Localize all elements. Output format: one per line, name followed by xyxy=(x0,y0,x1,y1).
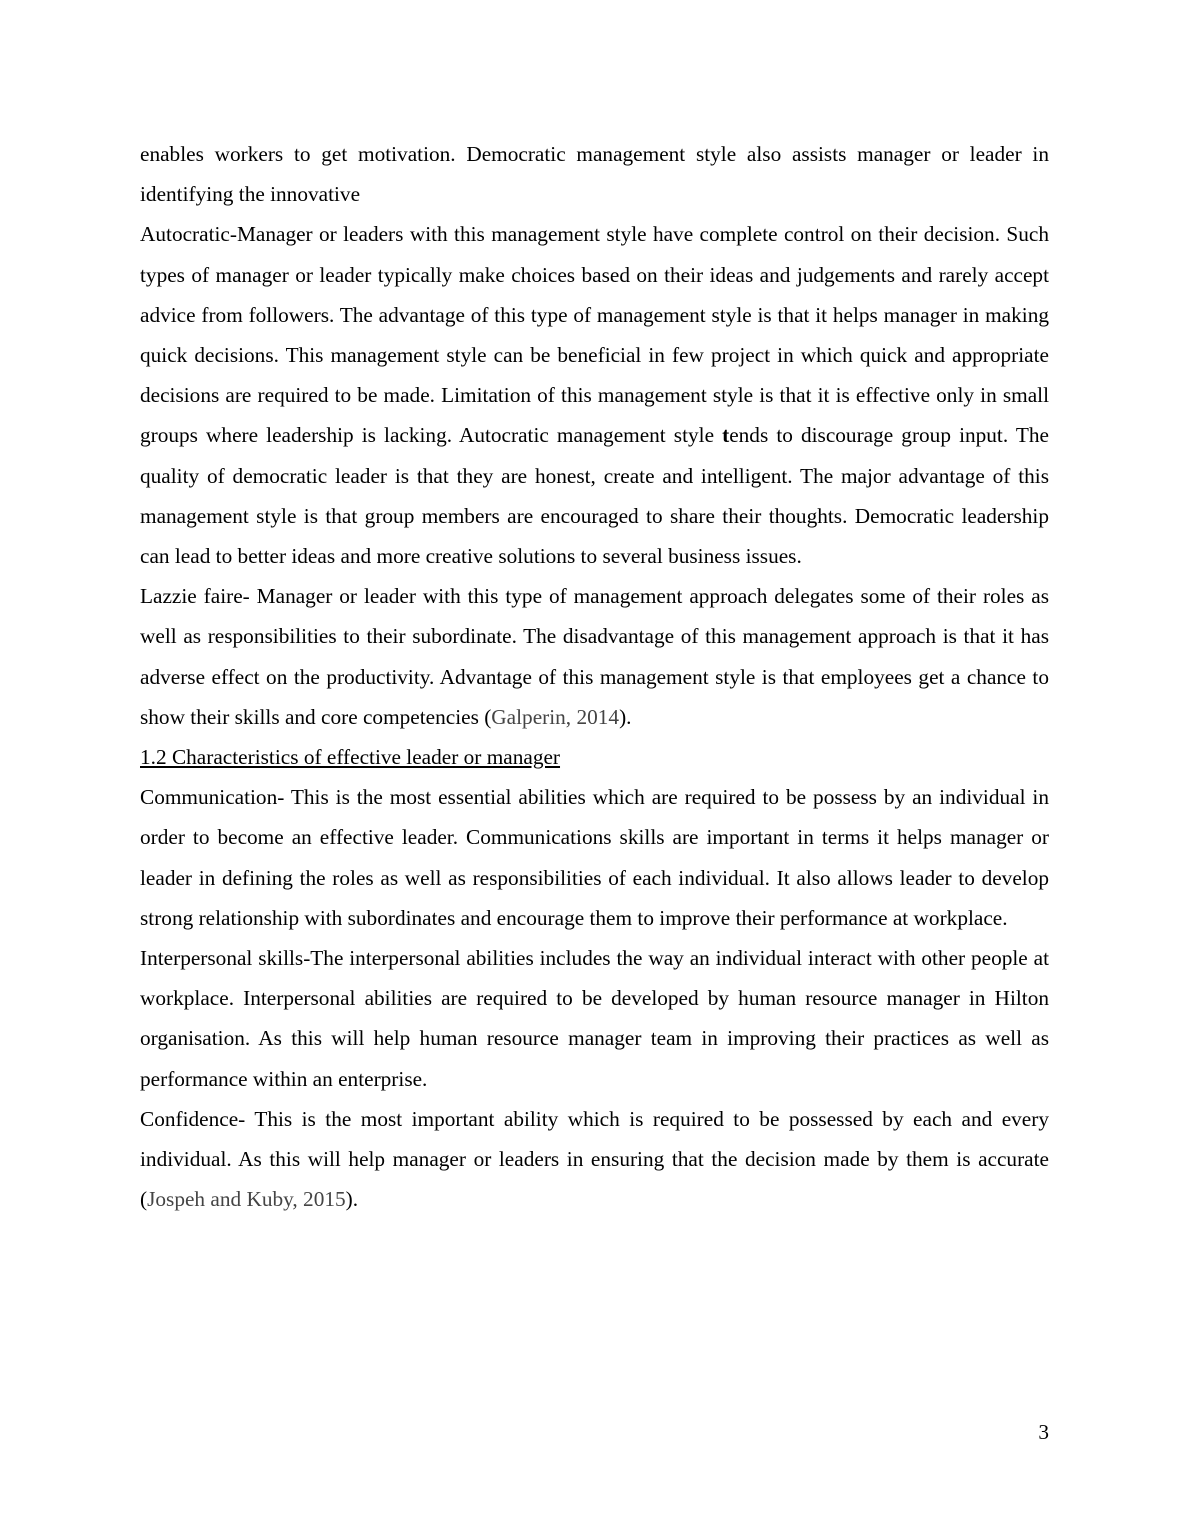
paragraph-text-continued: ends to discourage group input. The quality of democratic leader is that they are honest, create and intelligent. The major advantage of this management style is that group members are encouraged to share their thoughts. Democratic leadership can lead to better ideas and more creative solutions to several business issues. xyxy=(140,423,1049,569)
document-body xyxy=(140,134,1049,1219)
paragraph-communication xyxy=(140,777,1049,938)
paragraph-laissez-faire xyxy=(140,576,1049,737)
paragraph-text: Lazzie faire- Manager or leader with this type of management approach delegates some of their roles as well as responsibilities to their subordinate. The disadvantage of this management approach is that it has adverse effect on the productivity. Advantage of this management style is that employees get a chance to show their skills and core competencies ( xyxy=(140,584,1049,729)
paragraph-text: Confidence- This is the most important ability which is required to be possessed by each and every individual. As this will help manager or leaders in ensuring that the decision made by them is accurate ( xyxy=(140,1106,1049,1212)
bold-character: t xyxy=(722,423,730,448)
paragraph-text-end: ). xyxy=(345,1187,359,1212)
page-number: 3 xyxy=(1038,1420,1049,1444)
paragraph-text: enables workers to get motivation. Democratic management style also assists manager or leader in identifying the innovative xyxy=(140,142,1049,207)
paragraph-interpersonal-skills xyxy=(140,938,1049,1099)
paragraph-text: Interpersonal skills-The interpersonal abilities includes the way an individual interact with other people at workplace. Interpersonal abilities are required to be developed by human resource manager in Hilton organisation. As this will help human resource manager team in improving their practices as well as performance within an enterprise. xyxy=(140,946,1049,1091)
citation-jospeh-kuby: Jospeh and Kuby, 2015 xyxy=(147,1187,346,1212)
paragraph-text: Communication- This is the most essential abilities which are required to be possess by an individual in order to become an effective leader. Communications skills are important in terms it helps manager or leader in defining the roles as well as responsibilities of each individual. It also allows leader to develop strong relationship with subordinates and encourage them to improve their performance at workplace. xyxy=(140,785,1049,930)
citation-galperin: Galperin, 2014 xyxy=(491,704,620,729)
paragraph-autocratic xyxy=(140,214,1049,576)
paragraph-text-end: ). xyxy=(619,704,632,729)
paragraph-confidence xyxy=(140,1099,1049,1220)
paragraph-text: Autocratic-Manager or leaders with this management style have complete control on their decision. Such types of manager or leader typically make choices based on their ideas and judgements and rarely accept advice from followers. The advantage of this type of management style is that it helps manager in making quick decisions. This management style can be beneficial in few project in which quick and appropriate decisions are required to be made. Limitation of this management style is that it is effective only in small groups where leadership is lacking. Autocratic management style xyxy=(140,222,1049,448)
section-heading: 1.2 Characteristics of effective leader or manager xyxy=(140,745,561,770)
paragraph-democratic-continued xyxy=(140,134,1049,214)
